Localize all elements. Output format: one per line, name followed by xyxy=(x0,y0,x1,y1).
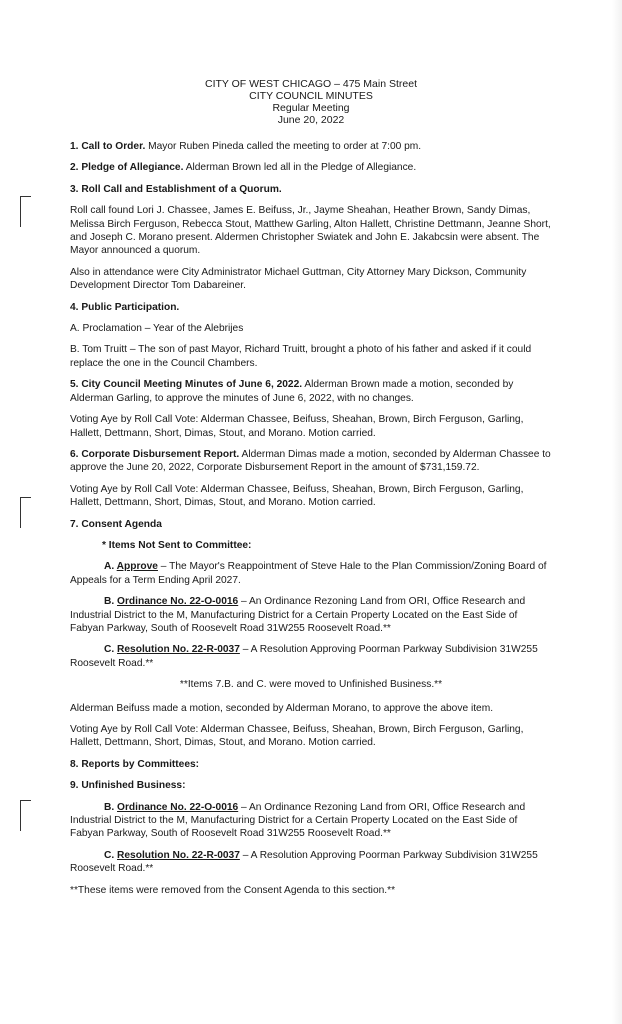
unfinished-note: **These items were removed from the Consent Agenda to this section.** xyxy=(70,884,396,896)
section-pledge xyxy=(70,161,552,174)
section-minutes-approval xyxy=(70,378,552,405)
document-header xyxy=(0,78,622,126)
consent-note: **Items 7.B. and C. were moved to Unfinished Business.** xyxy=(179,679,443,691)
proclamation-item: A. Proclamation – Year of the Alebrijes xyxy=(70,323,244,335)
item-title: Approve xyxy=(116,561,158,573)
binder-mark xyxy=(20,497,31,528)
item-text: – A Resolution Approving Poorman Parkway Subdivision 31W255 Roosevelt Road.** xyxy=(70,849,538,875)
header-title: CITY COUNCIL MINUTES xyxy=(249,90,373,102)
minutes-body xyxy=(70,140,552,905)
section-reports-heading: 8. Reports by Committees: xyxy=(70,758,200,770)
scan-edge-shadow xyxy=(612,0,622,1024)
header-city: CITY OF WEST CHICAGO – 475 Main Street xyxy=(204,78,417,90)
section-unfinished-business-heading: 9. Unfinished Business: xyxy=(70,780,186,792)
header-date: June 20, 2022 xyxy=(277,114,345,126)
consent-subheading: * Items Not Sent to Committee: xyxy=(102,539,252,551)
item-text: – A Resolution Approving Poorman Parkway Subdivision 31W255 Roosevelt Road.** xyxy=(70,644,538,669)
consent-motion: Alderman Beifuss made a motion, seconded by Alderman Morano, to approve the above item. xyxy=(70,702,494,714)
item-text: – An Ordinance Rezoning Land from ORI, Office Research and Industrial District to the M, Manufacturing District for a Certain Property Located on the East Side of Fabyan Parkway, South of Roosevelt Road 31W255 Roosevelt Road.** xyxy=(70,801,526,840)
section-call-to-order xyxy=(70,140,552,153)
unfinished-item-c xyxy=(70,849,552,876)
unfinished-item-b xyxy=(70,801,552,841)
vote-record: Voting Aye by Roll Call Vote: Alderman Chassee, Beifuss, Sheahan, Brown, Birch Ferguson, Garling, Hallett, Dettmann, Short, Dimas, Stout, and Morano. Motion carried. xyxy=(70,483,524,509)
public-comment-item: B. Tom Truitt – The son of past Mayor, Richard Truitt, brought a photo of his father and asked if it could replace the one in the Council Chambers. xyxy=(70,344,532,369)
section-disbursement xyxy=(70,448,552,475)
item-title: Ordinance No. 22-O-0016 xyxy=(117,596,239,608)
binder-mark xyxy=(20,800,31,831)
header-meeting-type: Regular Meeting xyxy=(272,102,350,114)
item-letter: B. xyxy=(104,801,118,813)
section-text: Alderman Brown made a motion, seconded by Alderman Garling, to approve the minutes of June 6, 2022, with no changes. xyxy=(70,379,514,404)
section-heading: 6. Corporate Disbursement Report. xyxy=(70,448,240,460)
binder-mark xyxy=(20,196,31,227)
item-title: Resolution No. 22-R-0037 xyxy=(117,849,240,861)
item-text: – An Ordinance Rezoning Land from ORI, Office Research and Industrial District to the M, Manufacturing District for a Certain Property Located on the East Side of Fabyan Parkway, South of Roosevelt Road 31W255 Roosevelt Road.** xyxy=(70,596,526,634)
item-title: Ordinance No. 22-O-0016 xyxy=(117,801,239,813)
section-text: Mayor Ruben Pineda called the meeting to order at 7:00 pm. xyxy=(145,141,422,152)
consent-item-c xyxy=(70,643,552,670)
item-letter: C. xyxy=(104,644,118,656)
section-text: Alderman Dimas made a motion, seconded by Alderman Chassee to approve the June 20, 2022, Corporate Disbursement Report in the amount of $731,159.72. xyxy=(70,448,551,474)
vote-record: Voting Aye by Roll Call Vote: Alderman Chassee, Beifuss, Sheahan, Brown, Birch Ferguson, Garling, Hallett, Dettmann, Short, Dimas, Stout, and Morano. Motion carried. xyxy=(70,724,524,749)
consent-item-b xyxy=(70,595,552,635)
section-text: Alderman Brown led all in the Pledge of Allegiance. xyxy=(183,162,417,174)
section-heading: 5. City Council Meeting Minutes of June 6, 2022. xyxy=(70,379,303,391)
item-title: Resolution No. 22-R-0037 xyxy=(117,644,240,656)
section-public-participation-heading: 4. Public Participation. xyxy=(70,301,180,313)
roll-call-text: Roll call found Lori J. Chassee, James E. Beifuss, Jr., Jayme Sheahan, Heather Brown, Sandy Dimas, Melissa Birch Ferguson, Rebecca Stout, Matthew Garling, Alton Hallett, Christine Dettmann, Jeanne Short, and Joseph C. Morano present. Aldermen Christopher Swiatek and John E. Jakabcsin were absent. The Mayor announced a quorum. xyxy=(70,205,551,257)
item-letter: C. xyxy=(104,849,118,861)
section-consent-agenda-heading: 7. Consent Agenda xyxy=(70,518,162,530)
section-roll-call-heading: 3. Roll Call and Establishment of a Quorum. xyxy=(70,183,282,195)
item-text: – The Mayor's Reappointment of Steve Hale to the Plan Commission/Zoning Board of Appeals for a Term Ending April 2027. xyxy=(70,561,547,586)
vote-record: Voting Aye by Roll Call Vote: Alderman Chassee, Beifuss, Sheahan, Brown, Birch Ferguson, Garling, Hallett, Dettmann, Short, Dimas, Stout, and Morano. Motion carried. xyxy=(70,414,524,439)
attendance-text: Also in attendance were City Administrator Michael Guttman, City Attorney Mary Dickson, Community Development Director Tom Dabareiner. xyxy=(70,266,527,292)
item-letter: B. xyxy=(104,596,118,608)
section-heading: 1. Call to Order. xyxy=(70,141,146,152)
section-heading: 2. Pledge of Allegiance. xyxy=(70,162,184,174)
item-letter: A. xyxy=(104,561,117,573)
consent-item-a xyxy=(70,560,552,587)
